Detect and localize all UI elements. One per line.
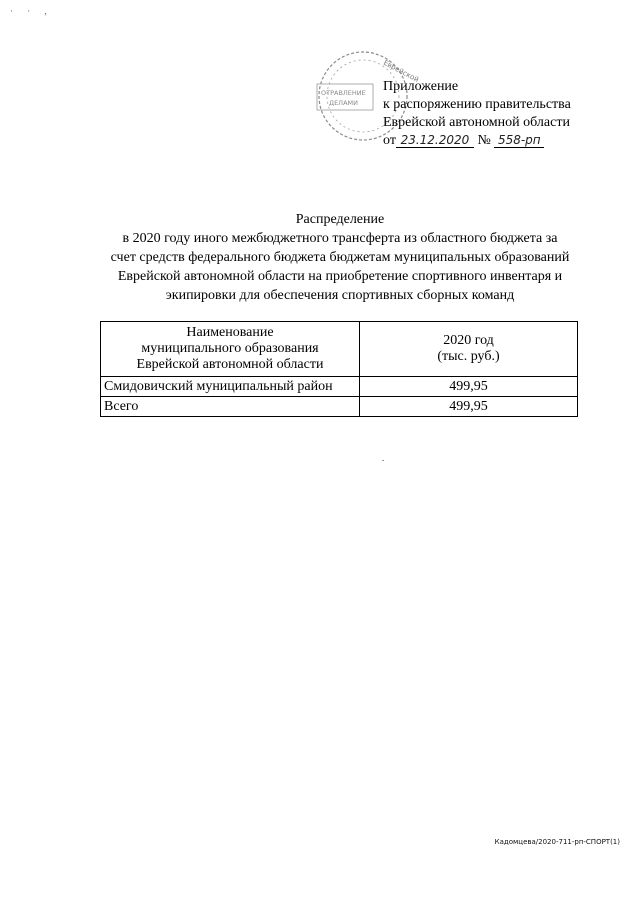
scan-dot	[382, 460, 384, 461]
document-title: Распределение	[295, 212, 385, 227]
document-title-block	[100, 210, 580, 305]
header-municipality: Наименование муниципального образования Еврейской автономной области	[101, 322, 360, 377]
header-year-amount: 2020 год (тыс. руб.)	[360, 322, 578, 377]
cell-municipality: Смидовичский муниципальный район	[101, 377, 360, 397]
appendix-order-ref: к распоряжению правительства	[383, 97, 571, 112]
scan-specks: · · ,	[10, 6, 53, 16]
cell-total-amount: 499,95	[360, 397, 578, 417]
document-subtitle: в 2020 году иного межбюджетного трансферта из областного бюджета за счет средств федерального бюджета бюджетам муниципальных образований Еврейской автономной области на приобретение спортивного инвентаря и экипировки для обеспечения спортивных сборных команд	[110, 231, 570, 303]
number-label: №	[477, 133, 491, 148]
cell-amount: 499,95	[360, 377, 578, 397]
table-header-row	[101, 322, 578, 377]
svg-text:Еврейской: Еврейской	[382, 58, 421, 84]
cell-total-label: Всего	[101, 397, 360, 417]
svg-text:ДЕЛАМИ: ДЕЛАМИ	[329, 99, 358, 107]
appendix-region: Еврейской автономной области	[383, 115, 570, 130]
appendix-header	[383, 78, 623, 150]
handwritten-date: 23.12.2020	[396, 133, 474, 148]
svg-text:ОТРАВЛЕНИЕ: ОТРАВЛЕНИЕ	[321, 89, 366, 97]
appendix-label: Приложение	[383, 79, 459, 94]
distribution-table	[100, 321, 578, 417]
table-row-total	[101, 397, 578, 417]
handwritten-number: 558-рп	[494, 133, 544, 148]
footer-reference: Кадомцева/2020-711-рп-СПОРТ(1)	[494, 838, 620, 846]
date-prefix: от	[383, 133, 396, 148]
appendix-date-number-line	[383, 132, 623, 150]
table-row	[101, 377, 578, 397]
